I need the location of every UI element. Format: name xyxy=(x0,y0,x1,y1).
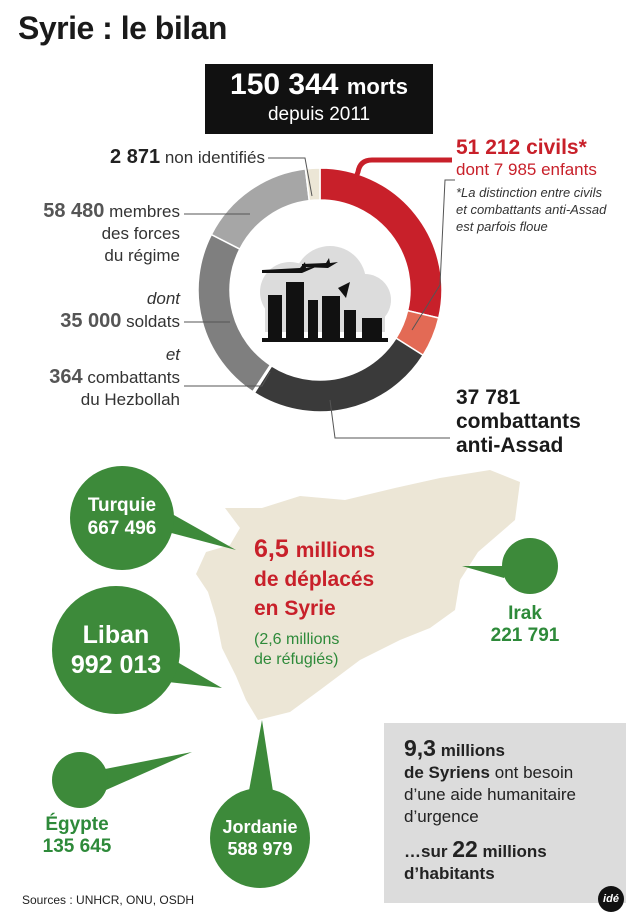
hezbollah-line2: du Hezbollah xyxy=(80,390,180,409)
aid-line3: d’une aide humanitaire xyxy=(404,785,577,804)
egypte-text xyxy=(22,814,132,858)
refugees-text xyxy=(254,630,394,670)
publisher-logo: idé xyxy=(598,886,624,912)
aid-box xyxy=(384,723,626,903)
label-antiassad xyxy=(456,386,636,458)
aid-number-2: 22 xyxy=(452,836,478,862)
regime-line1: membres xyxy=(109,202,180,221)
jordanie-text xyxy=(210,816,310,860)
civilians-children: dont 7 985 enfants xyxy=(456,160,597,179)
egypte-name: Égypte xyxy=(45,814,109,835)
refugees-line2: de réfugiés) xyxy=(254,651,339,668)
irak-name: Irak xyxy=(508,603,542,624)
aid-line2a: de Syriens xyxy=(404,763,490,782)
aid-number: 9,3 xyxy=(404,735,436,761)
aid-line4: d’urgence xyxy=(404,807,479,826)
displaced-unit: millions xyxy=(295,539,376,562)
regime-number: 58 480 xyxy=(43,200,105,222)
aid-pre: …sur xyxy=(404,842,448,861)
soldiers-pre: dont xyxy=(146,289,180,308)
regime-line3: du régime xyxy=(104,246,180,265)
displaced-line2: de déplacés xyxy=(254,568,375,591)
displaced-text xyxy=(254,535,454,623)
civilians-number: 51 212 civils* xyxy=(456,136,587,159)
soldiers-number: 35 000 xyxy=(60,310,122,332)
bubble-irak xyxy=(502,538,558,594)
label-hezbollah xyxy=(10,344,180,411)
displaced-number: 6,5 xyxy=(254,535,289,563)
label-civilians xyxy=(456,136,636,235)
unidentified-number: 2 871 xyxy=(110,146,161,168)
liban-text xyxy=(52,620,180,680)
bubble-egypte xyxy=(52,752,108,808)
antiassad-number: 37 781 xyxy=(456,386,521,409)
deaths-number: 150 344 xyxy=(230,68,339,101)
unidentified-text: non identifiés xyxy=(164,148,265,167)
label-unidentified xyxy=(70,146,265,169)
sources: Sources : UNHCR, ONU, OSDH xyxy=(22,893,195,907)
aid-unit: millions xyxy=(440,741,505,760)
irak-number: 221 791 xyxy=(490,625,560,646)
displaced-line3: en Syrie xyxy=(254,597,336,620)
hezbollah-pre: et xyxy=(165,345,180,364)
refugees-line1: (2,6 millions xyxy=(254,631,340,648)
civilians-note-3: est parfois floue xyxy=(456,219,548,234)
civilians-note-2: et combattants anti-Assad xyxy=(456,202,607,217)
soldiers-text: soldats xyxy=(126,312,180,331)
aid-line6: d’habitants xyxy=(404,864,495,883)
hezbollah-number: 364 xyxy=(49,366,83,388)
jordanie-number: 588 979 xyxy=(227,839,293,859)
antiassad-line3: anti-Assad xyxy=(456,434,564,457)
liban-name: Liban xyxy=(82,621,150,649)
page-title: Syrie : le bilan xyxy=(18,10,227,46)
antiassad-line2: combattants xyxy=(456,410,581,433)
regime-line2: des forces xyxy=(101,224,180,243)
jordanie-name: Jordanie xyxy=(222,817,298,837)
label-soldiers xyxy=(10,288,180,333)
turquie-number: 667 496 xyxy=(87,518,157,539)
hezbollah-line1: combattants xyxy=(87,368,180,387)
liban-number: 992 013 xyxy=(70,651,162,679)
aid-line2b: ont besoin xyxy=(494,763,574,782)
label-regime xyxy=(10,200,180,267)
civilians-note-1: *La distinction entre civils xyxy=(456,185,602,200)
irak-text xyxy=(470,603,580,647)
turquie-text xyxy=(70,494,174,540)
aid-unit-2: millions xyxy=(482,842,547,861)
deaths-unit: morts xyxy=(346,74,408,99)
deaths-since: depuis 2011 xyxy=(267,104,371,125)
egypte-number: 135 645 xyxy=(42,836,112,857)
turquie-name: Turquie xyxy=(87,495,157,516)
